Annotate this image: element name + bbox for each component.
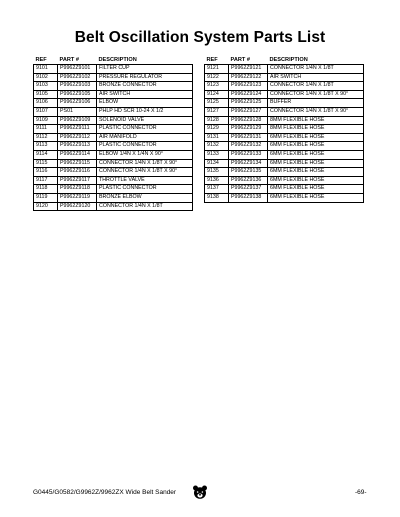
ref-cell: 9128 (205, 116, 229, 125)
part-number-cell: P9962Z9128 (229, 116, 268, 125)
table-header-row (34, 56, 193, 65)
ref-cell: 9106 (34, 99, 58, 108)
ref-cell: 9114 (34, 150, 58, 159)
footer-model-text: G0445/G0582/G9962Z/9962ZX Wide Belt Sander (33, 489, 177, 496)
ref-cell: 9129 (205, 125, 229, 134)
description-cell: BUFFER (268, 99, 364, 108)
table-row (205, 150, 364, 159)
table-row (34, 65, 193, 74)
description-cell: CONNECTOR 1/4N X 1/8T X 90° (97, 168, 193, 177)
table-row (205, 82, 364, 91)
part-number-cell: P9962Z9115 (58, 159, 97, 168)
description-cell: PLASTIC CONNECTOR (97, 185, 193, 194)
ref-cell: 9118 (34, 185, 58, 194)
ref-cell: 9105 (34, 90, 58, 99)
ref-cell: 9101 (34, 65, 58, 74)
ref-cell: 9119 (34, 193, 58, 202)
description-cell: PLASTIC CONNECTOR (97, 142, 193, 151)
description-cell: CONNECTOR 1/4N X 1/8T X 90° (268, 90, 364, 99)
description-cell: 6MM FLEXIBLE HOSE (268, 159, 364, 168)
table-row (34, 99, 193, 108)
description-cell: ELBOW (97, 99, 193, 108)
part-number-cell: P9962Z9112 (58, 133, 97, 142)
description-cell: FILTER CUP (97, 65, 193, 74)
description-cell: THROTTLE VALVE (97, 176, 193, 185)
description-cell: 6MM FLEXIBLE HOSE (268, 176, 364, 185)
part-number-cell: P9962Z9117 (58, 176, 97, 185)
part-number-cell: P9962Z9137 (229, 185, 268, 194)
ref-cell: 9112 (34, 133, 58, 142)
table-row (205, 176, 364, 185)
table-row (34, 116, 193, 125)
part-number-cell: P9962Z9125 (229, 99, 268, 108)
table-row (205, 142, 364, 151)
part-number-cell: P9962Z9138 (229, 193, 268, 202)
part-number-cell: P9962Z9136 (229, 176, 268, 185)
ref-cell: 9109 (34, 116, 58, 125)
part-number-cell: P9962Z9133 (229, 150, 268, 159)
description-cell: 8MM FLEXIBLE HOSE (268, 125, 364, 134)
description-cell: CONNECTOR 1/4N X 1/8T (97, 202, 193, 211)
ref-cell: 9137 (205, 185, 229, 194)
part-number-cell: P9962Z9113 (58, 142, 97, 151)
table-row (34, 82, 193, 91)
description-cell: AIR SWITCH (97, 90, 193, 99)
table-row (34, 185, 193, 194)
description-cell: SOLENOID VALVE (97, 116, 193, 125)
description-cell: PRESSURE REGULATOR (97, 73, 193, 82)
ref-cell: 9115 (34, 159, 58, 168)
part-number-cell: P9962Z9119 (58, 193, 97, 202)
description-cell: BRONZE ELBOW (97, 193, 193, 202)
page-title: Belt Oscillation System Parts List (74, 29, 326, 46)
description-cell: 6MM FLEXIBLE HOSE (268, 133, 364, 142)
parts-table-right (204, 56, 364, 203)
ref-cell: 9125 (205, 99, 229, 108)
table-row (205, 185, 364, 194)
part-number-cell: P9962Z9121 (229, 65, 268, 74)
ref-cell: 9124 (205, 90, 229, 99)
ref-cell: 9134 (205, 159, 229, 168)
part-number-cell: P9962Z9135 (229, 168, 268, 177)
ref-cell: 9116 (34, 168, 58, 177)
description-cell: BRONZE CONNECTOR (97, 82, 193, 91)
description-cell: AIR MANIFOLD (97, 133, 193, 142)
part-number-cell: P9962Z9129 (229, 125, 268, 134)
table-row (34, 193, 193, 202)
ref-cell: 9136 (205, 176, 229, 185)
ref-cell: 9120 (34, 202, 58, 211)
ref-cell: 9127 (205, 107, 229, 116)
ref-cell: 9103 (34, 82, 58, 91)
part-number-cell: P9962Z9134 (229, 159, 268, 168)
part-number-cell: P9962Z9124 (229, 90, 268, 99)
table-row (34, 142, 193, 151)
table-row (34, 176, 193, 185)
col-description-header: DESCRIPTION (98, 57, 137, 63)
ref-cell: 9117 (34, 176, 58, 185)
ref-cell: 9121 (205, 65, 229, 74)
part-number-cell: P9962Z9131 (229, 133, 268, 142)
description-cell: 6MM FLEXIBLE HOSE (268, 193, 364, 202)
page-number: -69- (355, 489, 367, 496)
part-number-cell: P9962Z9123 (229, 82, 268, 91)
description-cell: AIR SWITCH (268, 73, 364, 82)
description-cell: CONNECTOR 1/4N X 1/8T (268, 82, 364, 91)
part-number-cell: P9962Z9114 (58, 150, 97, 159)
table-row (34, 107, 193, 116)
part-number-cell: P9962Z9120 (58, 202, 97, 211)
table-row (34, 73, 193, 82)
table-row (34, 125, 193, 134)
part-number-cell: P9962Z9116 (58, 168, 97, 177)
ref-cell: 9138 (205, 193, 229, 202)
col-part-header: PART # (230, 57, 250, 63)
table-row (205, 159, 364, 168)
table-row (205, 125, 364, 134)
ref-cell: 9102 (34, 73, 58, 82)
table-row (205, 107, 364, 116)
ref-cell: 9135 (205, 168, 229, 177)
ref-cell: 9111 (34, 125, 58, 134)
ref-cell: 9133 (205, 150, 229, 159)
part-number-cell: P9962Z9118 (58, 185, 97, 194)
table-row (34, 159, 193, 168)
ref-cell: 9107 (34, 107, 58, 116)
description-cell: 6MM FLEXIBLE HOSE (268, 168, 364, 177)
part-number-cell: P9962Z9109 (58, 116, 97, 125)
col-ref-header: REF (35, 57, 47, 63)
part-number-cell: P9962Z9102 (58, 73, 97, 82)
table-row (205, 116, 364, 125)
table-row (205, 168, 364, 177)
part-number-cell: P9962Z9111 (58, 125, 97, 134)
part-number-cell: P9962Z9122 (229, 73, 268, 82)
part-number-cell: P9962Z9127 (229, 107, 268, 116)
table-row (205, 90, 364, 99)
part-number-cell: P9962Z9103 (58, 82, 97, 91)
part-number-cell: P9962Z9101 (58, 65, 97, 74)
table-row (34, 133, 193, 142)
description-cell: ELBOW 1/4N X 1/4N X 90° (97, 150, 193, 159)
part-number-cell: PS01 (58, 107, 97, 116)
table-row (34, 202, 193, 211)
description-cell: 8MM FLEXIBLE HOSE (268, 116, 364, 125)
description-cell: 6MM FLEXIBLE HOSE (268, 185, 364, 194)
table-row (205, 73, 364, 82)
description-cell: CONNECTOR 1/4N X 1/8T X 90° (268, 107, 364, 116)
ref-cell: 9122 (205, 73, 229, 82)
parts-table-left (33, 56, 193, 211)
description-cell: CONNECTOR 1/4N X 1/8T (268, 65, 364, 74)
col-description-header: DESCRIPTION (269, 57, 308, 63)
table-row (34, 168, 193, 177)
part-number-cell: P9962Z9106 (58, 99, 97, 108)
bear-head-icon (192, 484, 208, 500)
description-cell: PLASTIC CONNECTOR (97, 125, 193, 134)
description-cell: CONNECTOR 1/4N X 1/8T X 90° (97, 159, 193, 168)
table-row (205, 99, 364, 108)
ref-cell: 9132 (205, 142, 229, 151)
table-row (205, 193, 364, 202)
description-cell: 6MM FLEXIBLE HOSE (268, 142, 364, 151)
table-row (34, 150, 193, 159)
description-cell: PHLP HD SCR 10-24 X 1/2 (97, 107, 193, 116)
col-part-header: PART # (59, 57, 79, 63)
part-number-cell: P9962Z9132 (229, 142, 268, 151)
table-header-row (205, 56, 364, 65)
description-cell: 6MM FLEXIBLE HOSE (268, 150, 364, 159)
ref-cell: 9113 (34, 142, 58, 151)
ref-cell: 9123 (205, 82, 229, 91)
table-row (205, 133, 364, 142)
col-ref-header: REF (206, 57, 218, 63)
part-number-cell: P9962Z9105 (58, 90, 97, 99)
table-row (34, 90, 193, 99)
table-row (205, 65, 364, 74)
ref-cell: 9131 (205, 133, 229, 142)
